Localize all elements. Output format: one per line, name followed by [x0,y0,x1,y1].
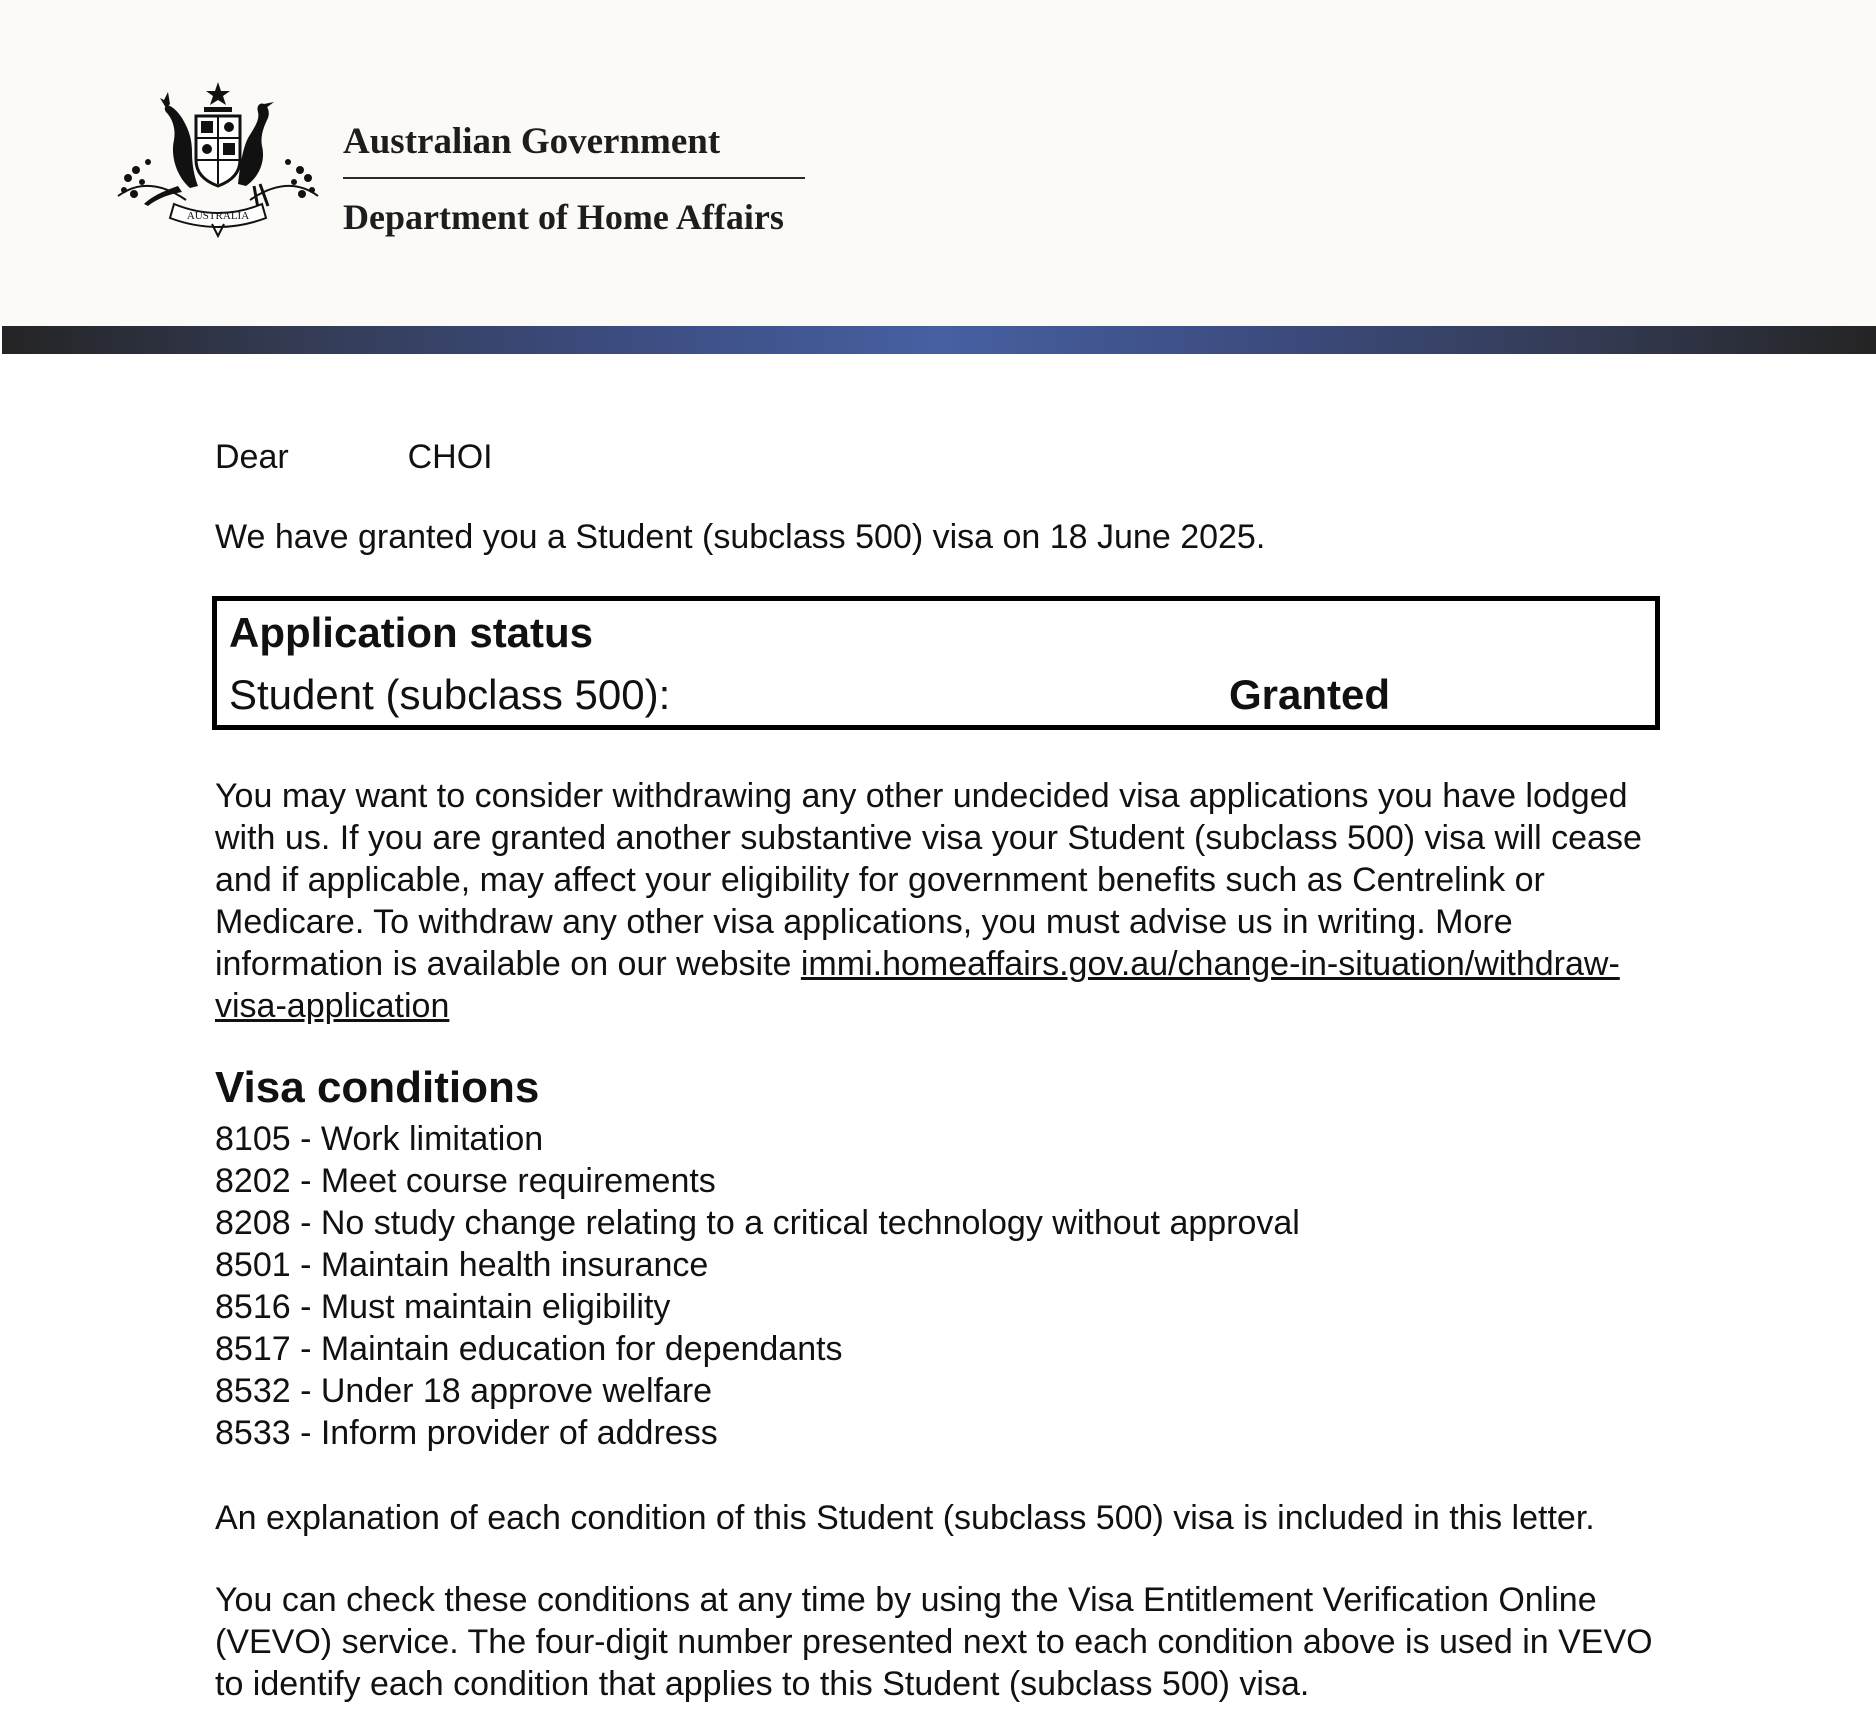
recipient-surname: CHOI [407,438,493,476]
australian-coat-of-arms-icon [108,78,328,238]
letterhead-divider [343,177,805,179]
letterhead-banner [2,326,1876,354]
condition-item: 8517 - Maintain education for dependants [215,1330,843,1368]
letterhead [0,0,1876,326]
condition-item: 8516 - Must maintain eligibility [215,1288,671,1326]
salutation [215,436,493,478]
withdraw-paragraph [215,775,1675,1027]
condition-item: 8532 - Under 18 approve welfare [215,1372,713,1410]
department-name: Department of Home Affairs [343,197,784,237]
status-label: Student (subclass 500): [229,671,671,718]
status-heading: Application status [229,609,594,656]
crest-motto: AUSTRALIA [186,210,250,222]
visa-conditions-list [215,1118,1300,1454]
visa-conditions-heading: Visa conditions [215,1063,540,1112]
condition-item: 8202 - Meet course requirements [215,1162,716,1200]
status-value: Granted [1229,671,1391,718]
condition-item: 8533 - Inform provider of address [215,1414,718,1452]
vevo-paragraph: You can check these conditions at any time by using the Visa Entitlement Verification Online (VEVO) service. The four-digit number presented next to each condition above is used in VEVO to identify each condition that applies to this Student (subclass 500) visa. [215,1581,1653,1703]
withdraw-text: You may want to consider withdrawing any other undecided visa applications you have lodged with us. If you are granted another substantive visa your Student (subclass 500) visa will cease and if applicable, may affect your eligibility for government benefits such as Centrelink or Medicare. To withdraw any other visa applications, you must advise us in writing. More information is available on our website [215,777,1642,983]
application-status-box [212,596,1660,730]
salutation-prefix: Dear [215,438,289,476]
withdraw-info-link[interactable]: immi.homeaffairs.gov.au/change-in-situation/withdraw-visa-application [215,945,1620,1025]
grant-statement: We have granted you a Student (subclass 500) visa on 18 June 2025. [215,518,1266,556]
conditions-explanation: An explanation of each condition of this Student (subclass 500) visa is included in this letter. [215,1499,1595,1537]
condition-item: 8105 - Work limitation [215,1120,544,1158]
government-name: Australian Government [343,121,721,162]
condition-item: 8501 - Maintain health insurance [215,1246,709,1284]
condition-item: 8208 - No study change relating to a critical technology without approval [215,1204,1300,1242]
